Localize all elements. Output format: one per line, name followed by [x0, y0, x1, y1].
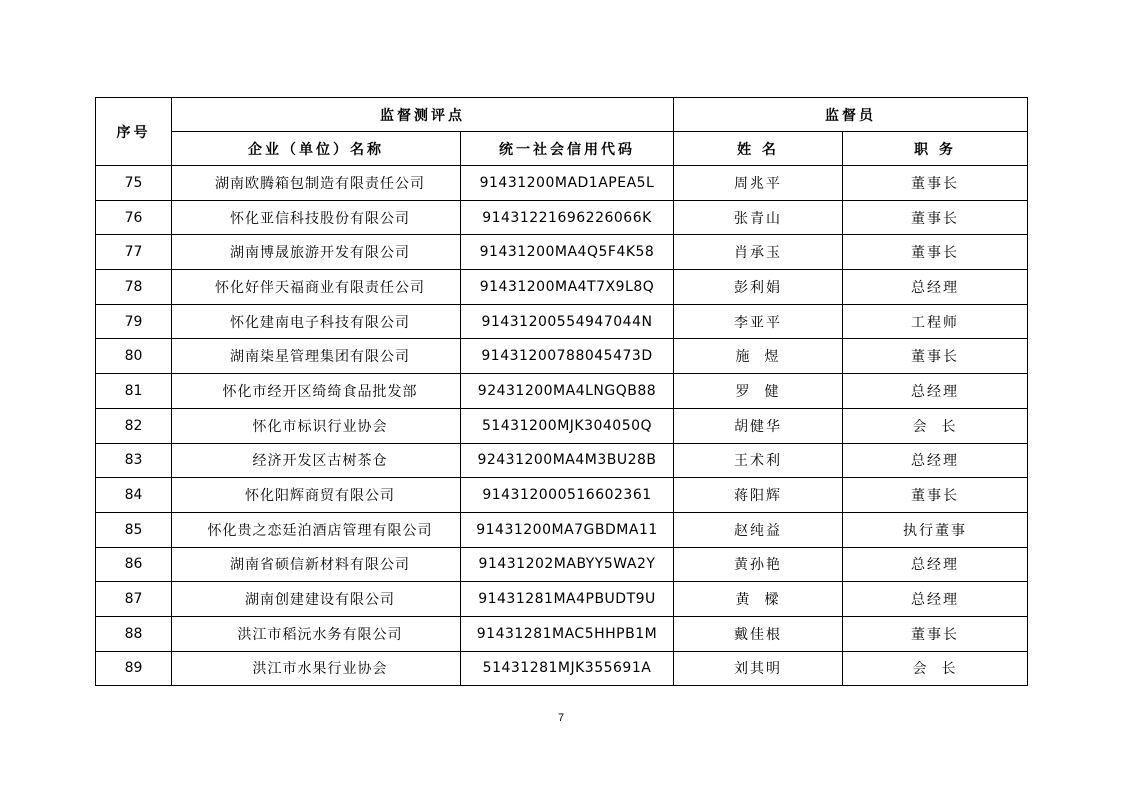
- cell-seq: 80: [96, 339, 172, 374]
- header-seq: 序号: [96, 98, 172, 166]
- table-row: [96, 200, 1028, 235]
- cell-company-name: 怀化市经开区绮绮食品批发部: [172, 374, 461, 409]
- cell-position: 总经理: [843, 443, 1028, 478]
- cell-company-name: 怀化好伴天福商业有限责任公司: [172, 270, 461, 305]
- cell-company-name: 怀化市标识行业协会: [172, 408, 461, 443]
- cell-company-name: 怀化阳辉商贸有限公司: [172, 478, 461, 513]
- cell-seq: 85: [96, 512, 172, 547]
- cell-company-name: 湖南欧腾箱包制造有限责任公司: [172, 166, 461, 201]
- cell-company-name: 洪江市水果行业协会: [172, 651, 461, 686]
- cell-seq: 79: [96, 304, 172, 339]
- cell-position: 会 长: [843, 408, 1028, 443]
- cell-seq: 86: [96, 547, 172, 582]
- cell-company-name: 湖南柒星管理集团有限公司: [172, 339, 461, 374]
- cell-person-name: 肖承玉: [674, 235, 843, 270]
- table-row: [96, 547, 1028, 582]
- cell-company-name: 洪江市稻沅水务有限公司: [172, 616, 461, 651]
- cell-person-name: 罗 健: [674, 374, 843, 409]
- cell-seq: 83: [96, 443, 172, 478]
- cell-company-name: 经济开发区古树茶仓: [172, 443, 461, 478]
- page-number: 7: [557, 712, 565, 724]
- table-body: [96, 166, 1028, 686]
- cell-credit-code: 91431202MABYY5WA2Y: [461, 547, 674, 582]
- table-row: [96, 270, 1028, 305]
- cell-company-name: 湖南省硕信新材料有限公司: [172, 547, 461, 582]
- cell-position: 总经理: [843, 582, 1028, 617]
- table-row: [96, 339, 1028, 374]
- cell-position: 董事长: [843, 200, 1028, 235]
- cell-position: 董事长: [843, 616, 1028, 651]
- cell-person-name: 黄孙艳: [674, 547, 843, 582]
- table-row: [96, 408, 1028, 443]
- cell-seq: 76: [96, 200, 172, 235]
- cell-person-name: 蒋阳辉: [674, 478, 843, 513]
- cell-person-name: 李亚平: [674, 304, 843, 339]
- header-group-supervisor: 监督员: [674, 98, 1028, 132]
- cell-credit-code: 92431200MA4LNGQB88: [461, 374, 674, 409]
- cell-position: 总经理: [843, 374, 1028, 409]
- cell-person-name: 戴佳根: [674, 616, 843, 651]
- cell-credit-code: 91431200MAD1APEA5L: [461, 166, 674, 201]
- cell-position: 董事长: [843, 478, 1028, 513]
- cell-position: 执行董事: [843, 512, 1028, 547]
- cell-company-name: 怀化亚信科技股份有限公司: [172, 200, 461, 235]
- table-row: [96, 512, 1028, 547]
- table-row: [96, 166, 1028, 201]
- cell-credit-code: 91431221696226066K: [461, 200, 674, 235]
- cell-person-name: 王术利: [674, 443, 843, 478]
- cell-seq: 81: [96, 374, 172, 409]
- cell-seq: 77: [96, 235, 172, 270]
- cell-position: 总经理: [843, 270, 1028, 305]
- cell-seq: 82: [96, 408, 172, 443]
- cell-company-name: 湖南创建建设有限公司: [172, 582, 461, 617]
- table-row: [96, 235, 1028, 270]
- cell-credit-code: 91431200MA7GBDMA11: [461, 512, 674, 547]
- cell-seq: 75: [96, 166, 172, 201]
- table-header: [96, 98, 1028, 166]
- table-row: [96, 616, 1028, 651]
- cell-position: 总经理: [843, 547, 1028, 582]
- header-row-group: [96, 98, 1028, 132]
- cell-seq: 88: [96, 616, 172, 651]
- cell-seq: 84: [96, 478, 172, 513]
- table-row: [96, 304, 1028, 339]
- header-row-columns: [96, 132, 1028, 166]
- cell-person-name: 彭利娟: [674, 270, 843, 305]
- supervisor-table: [95, 97, 1028, 686]
- cell-position: 会 长: [843, 651, 1028, 686]
- header-position: 职 务: [843, 132, 1028, 166]
- cell-person-name: 张青山: [674, 200, 843, 235]
- cell-credit-code: 91431200MA4T7X9L8Q: [461, 270, 674, 305]
- cell-credit-code: 91431281MA4PBUDT9U: [461, 582, 674, 617]
- table-row: [96, 582, 1028, 617]
- cell-seq: 89: [96, 651, 172, 686]
- cell-position: 董事长: [843, 166, 1028, 201]
- header-company-name: 企业（单位）名称: [172, 132, 461, 166]
- cell-person-name: 黄 樑: [674, 582, 843, 617]
- cell-seq: 87: [96, 582, 172, 617]
- cell-credit-code: 51431281MJK355691A: [461, 651, 674, 686]
- cell-credit-code: 914312000516602361: [461, 478, 674, 513]
- cell-person-name: 施 煜: [674, 339, 843, 374]
- cell-company-name: 怀化建南电子科技有限公司: [172, 304, 461, 339]
- table-row: [96, 374, 1028, 409]
- cell-credit-code: 91431200554947044N: [461, 304, 674, 339]
- table-row: [96, 478, 1028, 513]
- table-row: [96, 651, 1028, 686]
- cell-person-name: 赵纯益: [674, 512, 843, 547]
- cell-position: 工程师: [843, 304, 1028, 339]
- cell-credit-code: 91431200MA4Q5F4K58: [461, 235, 674, 270]
- cell-company-name: 怀化贵之恋廷泊酒店管理有限公司: [172, 512, 461, 547]
- cell-person-name: 周兆平: [674, 166, 843, 201]
- header-person-name: 姓 名: [674, 132, 843, 166]
- cell-credit-code: 91431281MAC5HHPB1M: [461, 616, 674, 651]
- header-group-site: 监督测评点: [172, 98, 674, 132]
- cell-person-name: 刘其明: [674, 651, 843, 686]
- header-credit-code: 统一社会信用代码: [461, 132, 674, 166]
- cell-position: 董事长: [843, 339, 1028, 374]
- cell-position: 董事长: [843, 235, 1028, 270]
- cell-person-name: 胡健华: [674, 408, 843, 443]
- cell-company-name: 湖南博晟旅游开发有限公司: [172, 235, 461, 270]
- cell-credit-code: 51431200MJK304050Q: [461, 408, 674, 443]
- cell-credit-code: 91431200788045473D: [461, 339, 674, 374]
- cell-credit-code: 92431200MA4M3BU28B: [461, 443, 674, 478]
- cell-seq: 78: [96, 270, 172, 305]
- table-row: [96, 443, 1028, 478]
